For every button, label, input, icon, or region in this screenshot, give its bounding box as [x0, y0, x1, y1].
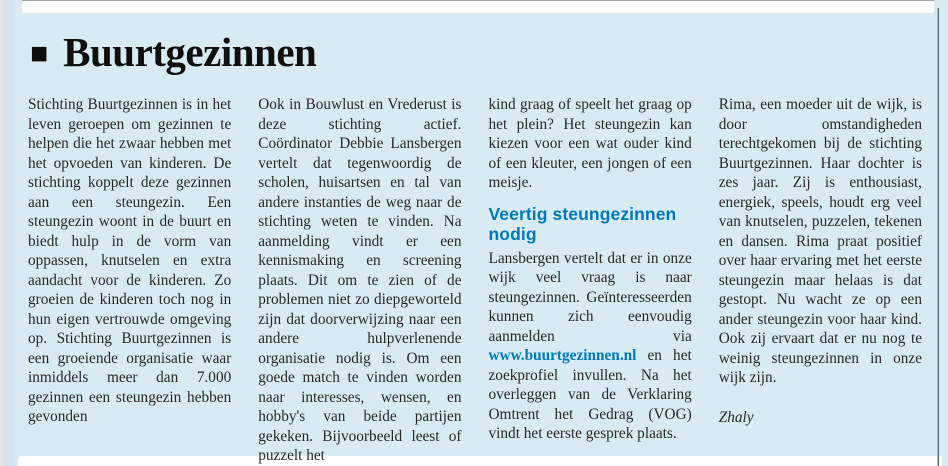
paragraph-text: Lansbergen vertelt dat er in onze wijk veel vraag is naar steungezinnen. Geïnteresseerden kunnen zich eenvoudig aanmelden via	[488, 249, 692, 345]
article-column-4	[719, 95, 922, 466]
byline: Zhaly	[718, 408, 754, 426]
paragraph: Rima, een moeder uit de wijk, is door omstandigheden terechtgekomen bij de stichting Buurtgezinnen. Haar dochter is zes jaar. Zij is enthousiast, energiek, speels, houdt erg veel van knutselen, puzzelen, tekenen en dansen. Rima praat positief over haar ervaring met het eerste steungezin maar helaas is dat gestopt. Nu wacht ze op een ander steungezin voor haar kind. Ook zij ervaart dat er nu nog te weinig steungezinnen in onze wijk zijn.	[718, 96, 922, 386]
article-column-3	[489, 95, 692, 466]
square-bullet-icon: ■	[30, 37, 49, 70]
article-column-2	[258, 95, 461, 466]
paragraph: Stichting Buurtgezinnen is in het leven geroepen om gezinnen te helpen die het zwaar hebben met het opvoeden van kinderen. De stichting koppelt deze gezinnen aan een steungezin. Een steungezin woont in de buurt en biedt hulp in de vorm van oppassen, knutselen en extra aandacht voor de kinderen. Zo groeien de kinderen toch nog in hun eigen vertrouwde omgeving op. Stichting Buurtgezinnen is een groeiende organisatie waar inmiddels meer dan 7.000 gezinnen een steungezin hebben gevonden	[28, 96, 232, 425]
article-columns	[28, 95, 922, 466]
article-column-1	[28, 95, 231, 466]
top-divider-rule	[22, 0, 934, 13]
paragraph-text: en het zoekprofiel invullen. Na het overleggen van de Verklaring Omtrent het Gedrag (VOG) vindt het eerste gesprek plaats.	[488, 347, 692, 442]
website-link[interactable]: www.buurtgezinnen.nl	[488, 347, 637, 364]
paragraph: Ook in Bouwlust en Vrederust is deze stichting actief. Coördinator Debbie Lansbergen vertelt dat tegenwoordig de scholen, huisartsen en tal van andere instanties de weg naar de stichting weten te vinden. Na aanmelding vindt er een kennismaking en screening plaats. Dit om te zien of de problemen niet zo diepgeworteld zijn dat doorverwijzing naar een andere hulpverlenende organisatie nodig is. Om een goede match te vinden worden naar interesses, wensen, en hobby's van beide partijen gekeken. Bijvoorbeeld leest of puzzelt het	[258, 96, 462, 464]
paragraph	[489, 249, 692, 444]
paragraph: kind graag of speelt het graag op het plein? Het steungezin kan kiezen voor een wat ouder kind of een kleuter, een jongen of een meisje.	[488, 96, 692, 191]
page-edge-shadow	[0, 0, 16, 466]
right-column-rule	[937, 8, 939, 466]
article	[28, 22, 922, 466]
article-title: Buurtgezinnen	[63, 28, 317, 75]
section-subheading: Veertig steungezinnen nodig	[488, 203, 677, 244]
article-title-row	[30, 24, 922, 80]
